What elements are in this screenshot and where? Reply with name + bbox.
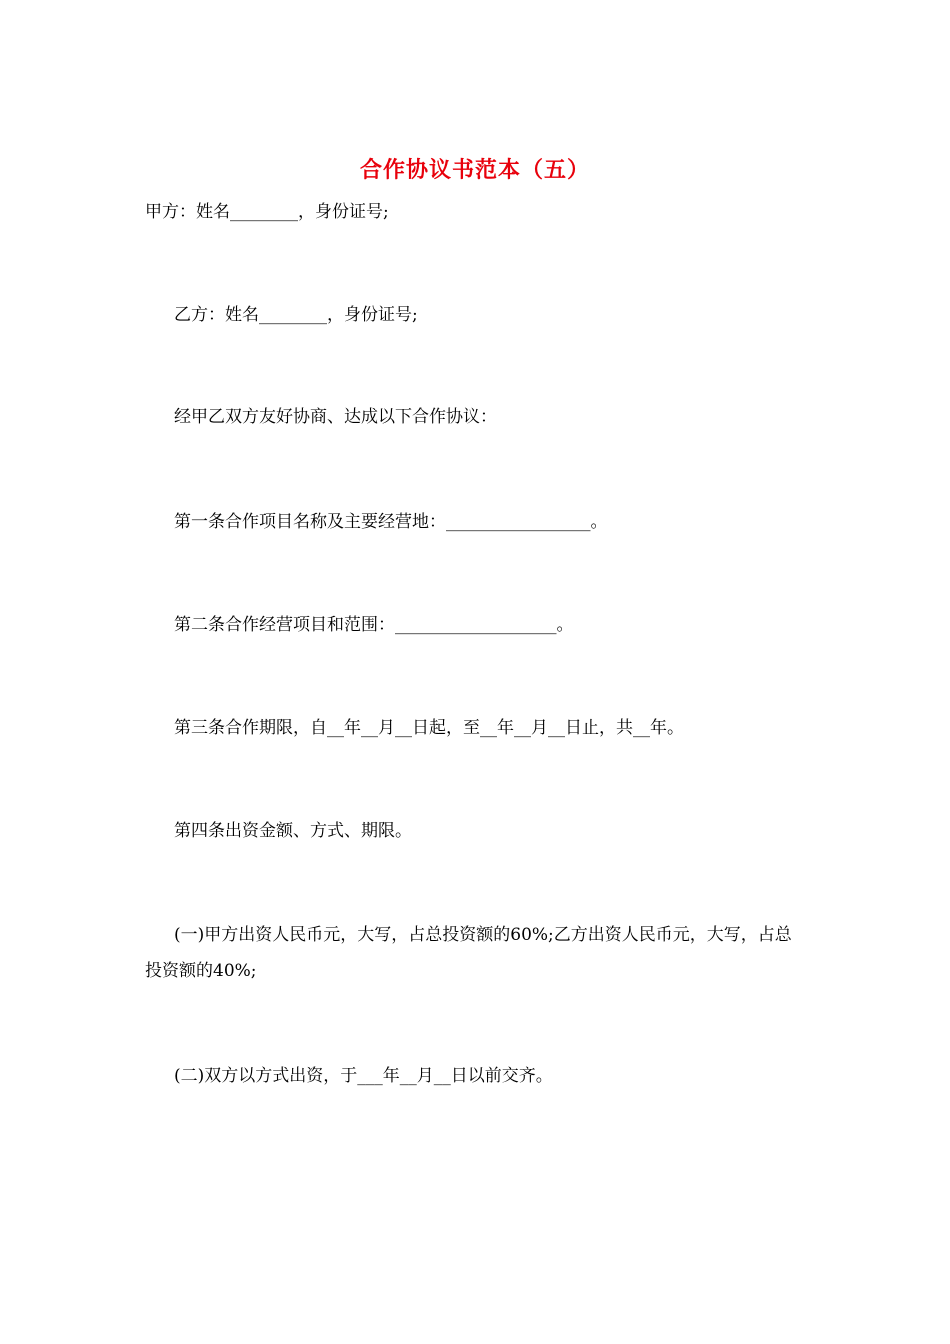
- paragraph-article-1: 第一条合作项目名称及主要经营地：_________________。: [174, 512, 608, 532]
- paragraph-article-4-item-1: (一)甲方出资人民币元，大写，占总投资额的60%;乙方出资人民币元，大写，占总投资额的40%;: [145, 925, 792, 981]
- paragraph-article-2: 第二条合作经营项目和范围：___________________。: [174, 615, 574, 635]
- paragraph-article-4: 第四条出资金额、方式、期限。: [174, 821, 412, 841]
- paragraph-article-4-item-2: (二)双方以方式出资，于___年__月__日以前交齐。: [174, 1066, 553, 1086]
- document-title: 合作协议书范本（五）: [359, 157, 590, 183]
- paragraph-article-3: 第三条合作期限，自__年__月__日起，至__年__月__日止，共__年。: [174, 718, 684, 738]
- paragraph-party-b: 乙方：姓名________，身份证号;: [174, 305, 418, 325]
- paragraph-agreement-intro: 经甲乙双方友好协商、达成以下合作协议：: [174, 407, 497, 427]
- paragraph-party-a: 甲方：姓名________，身份证号;: [145, 202, 389, 222]
